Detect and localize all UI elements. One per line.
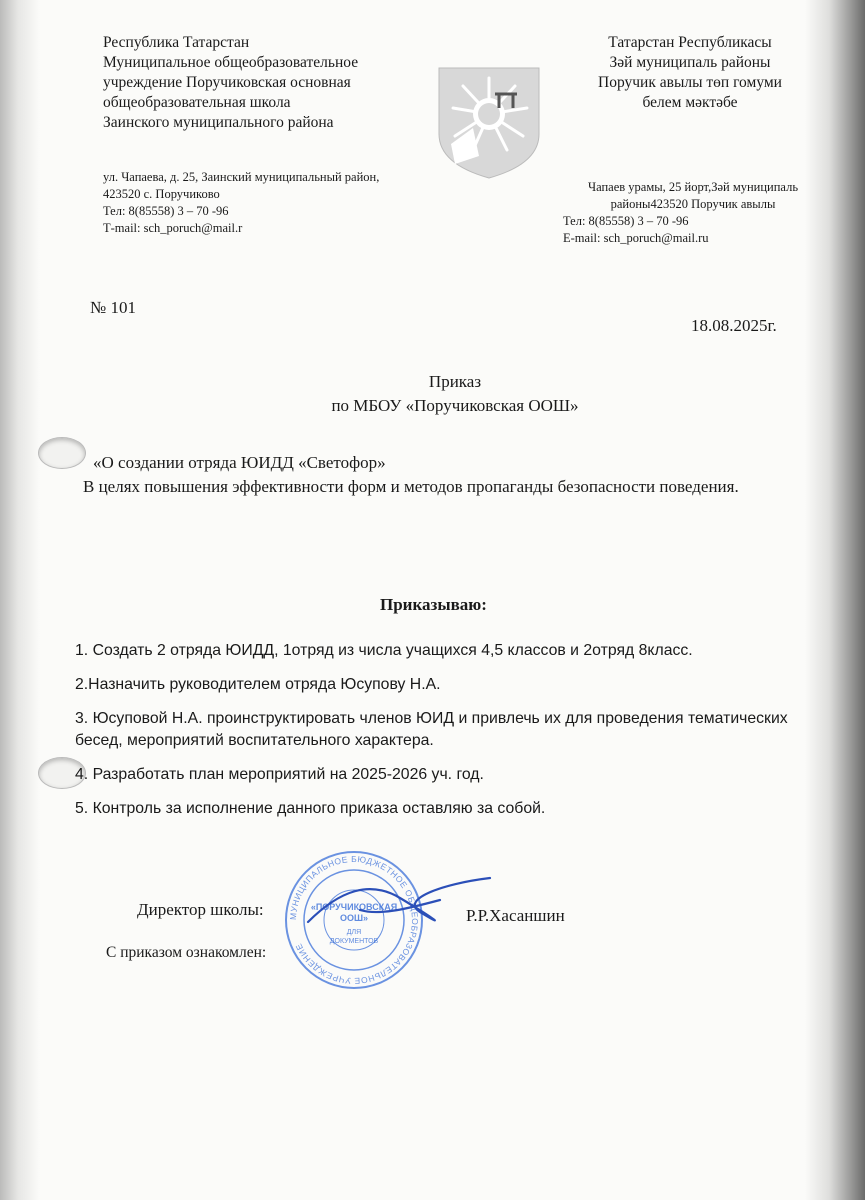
document-subject: «О создании отряда ЮИДД «Светофор» <box>93 453 386 472</box>
punch-hole-top <box>38 437 86 469</box>
contact-line: Т-mail: sch_poruch@mail.r <box>103 221 243 235</box>
title-subheading: по МБОУ «Поручиковская ООШ» <box>331 396 579 415</box>
contacts-right <box>563 179 823 247</box>
header-right-line: Татарстан Республикасы <box>608 34 772 51</box>
header-left-line: учреждение Поручиковская основная <box>103 74 351 91</box>
tatarstan-emblem <box>433 64 545 180</box>
stamp-center-line: ДЛЯ <box>346 929 362 936</box>
decree-item: 1. Создать 2 отряда ЮИДД, 1отряд из числа учащихся 4,5 классов и 2отряд 8класс. <box>75 642 693 659</box>
contacts-left <box>103 169 433 237</box>
header-left <box>103 33 433 133</box>
handwritten-signature <box>300 870 500 940</box>
contact-line: Чапаев урамы, 25 йорт,Зәй муниципаль <box>587 180 799 194</box>
title-heading: Приказ <box>428 372 482 391</box>
header-right-line: Зәй муниципаль районы <box>609 54 771 71</box>
decree-item: 3. Юсуповой Н.А. проинструктировать членов ЮИД и привлечь их для проведения тематических бесед, мероприятий воспитательного характера. <box>75 710 788 749</box>
contact-line: районы423520 Поручик авылы <box>610 197 776 211</box>
contact-line: Тел: 8(85558) 3 – 70 -96 <box>563 214 689 228</box>
contact-line: 423520 с. Поручиково <box>103 187 220 201</box>
contact-line: E-mail: sch_poruch@mail.ru <box>563 231 709 245</box>
header-left-line: Республика Татарстан <box>103 34 250 51</box>
decree-item: 4. Разработать план мероприятий на 2025-2026 уч. год. <box>75 766 484 783</box>
header-left-line: общеобразовательная школа <box>103 94 291 111</box>
document-title <box>300 370 610 418</box>
acknowledgement-label: С приказом ознакомлен: <box>106 944 267 961</box>
header-right-line: белем мәктәбе <box>642 94 738 111</box>
document-number: № 101 <box>90 298 136 317</box>
stamp-center-line: ДОКУМЕНТОВ <box>329 938 379 945</box>
header-left-line: Муниципальное общеобразовательное <box>103 54 359 71</box>
decree-heading: Приказываю: <box>380 595 487 614</box>
decree-item: 2.Назначить руководителем отряда Юсупову Н.А. <box>75 676 441 693</box>
header-right <box>565 33 815 113</box>
decree-items <box>75 640 815 832</box>
document-date: 18.08.2025г. <box>691 316 777 335</box>
scan-shadow-left <box>0 0 40 1200</box>
decree-item: 5. Контроль за исполнение данного приказа оставляю за собой. <box>75 800 546 817</box>
contact-line: Тел: 8(85558) 3 – 70 -96 <box>103 204 229 218</box>
header-left-line: Заинского муниципального района <box>103 114 334 131</box>
stamp-center-line: «ПОРУЧИКОВСКАЯ <box>310 902 398 912</box>
stamp-ring-text: МУНИЦИПАЛЬНОЕ БЮДЖЕТНОЕ ОБЩЕОБРАЗОВАТЕЛЬНОЕ УЧРЕЖДЕНИЕ <box>287 853 421 987</box>
document-preamble: В целях повышения эффективности форм и методов пропаганды безопасности поведения. <box>83 477 739 496</box>
signer-title: Директор школы: <box>137 900 264 919</box>
stamp-center-line: ООШ» <box>339 913 369 923</box>
header-right-line: Поручик авылы төп гомуми <box>598 74 782 91</box>
contact-line: ул. Чапаева, д. 25, Заинский муниципальный район, <box>103 170 380 184</box>
signer-name: Р.Р.Хасаншин <box>466 906 565 925</box>
